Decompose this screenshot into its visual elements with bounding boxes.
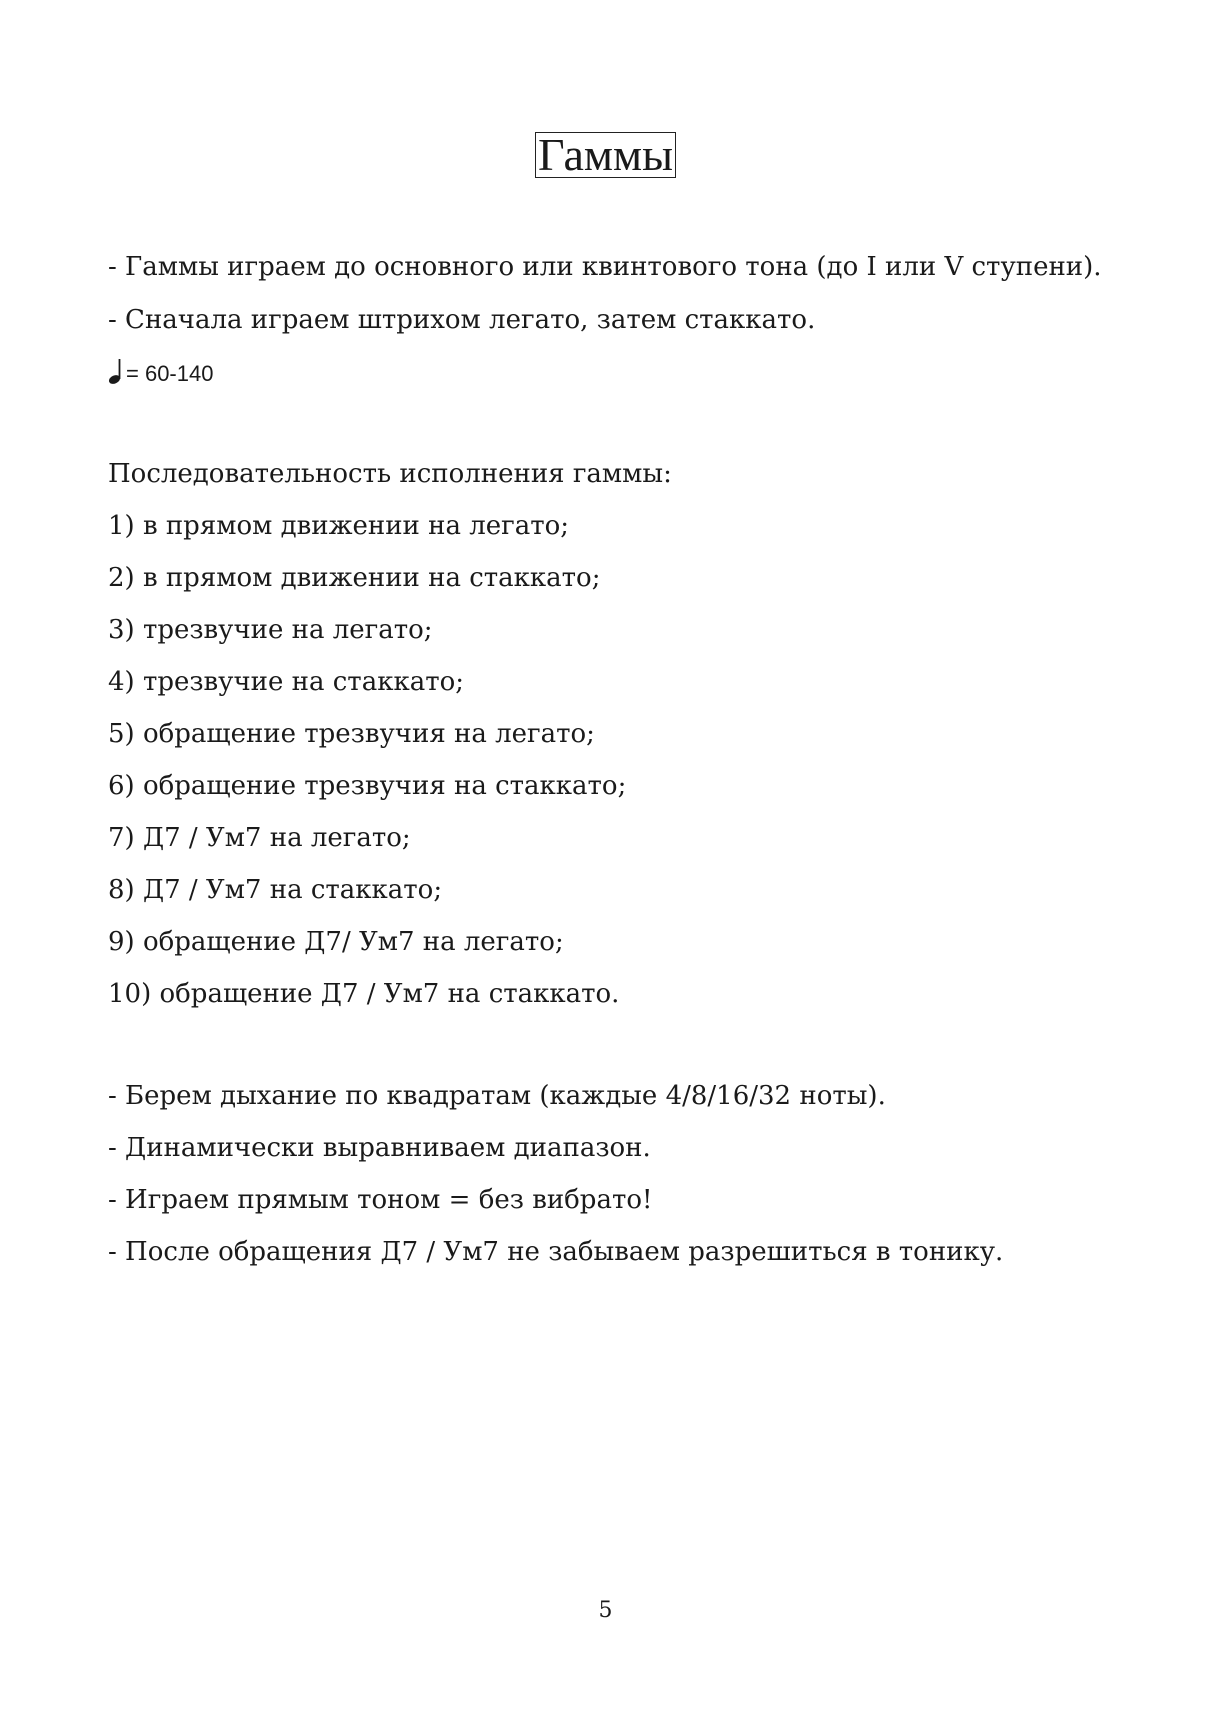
quarter-note-icon (108, 357, 122, 385)
note-line: - Берем дыхание по квадратам (каждые 4/8/16/32 ноты). (108, 1081, 886, 1111)
note-line: - Динамически выравниваем диапазон. (108, 1133, 651, 1163)
sequence-item: 6) обращение трезвучия на стаккато; (108, 771, 627, 801)
page-title: Гаммы (535, 132, 676, 178)
sequence-item: 10) обращение Д7 / Ум7 на стаккато. (108, 979, 620, 1009)
tempo-value: = 60-140 (126, 361, 214, 386)
intro-line: - Сначала играем штрихом легато, затем стаккато. (108, 305, 816, 335)
sequence-item: 1) в прямом движении на легато; (108, 511, 570, 541)
tempo-marking (108, 357, 213, 389)
sequence-item: 3) трезвучие на легато; (108, 615, 433, 645)
note-line: - Играем прямым тоном = без вибрато! (108, 1185, 653, 1215)
sequence-heading: Последовательность исполнения гаммы: (108, 459, 672, 489)
sequence-item: 7) Д7 / Ум7 на легато; (108, 823, 411, 853)
sequence-item: 2) в прямом движении на стаккато; (108, 563, 601, 593)
sequence-item: 4) трезвучие на стаккато; (108, 667, 464, 697)
title-container (0, 129, 1211, 180)
sequence-item: 8) Д7 / Ум7 на стаккато; (108, 875, 443, 905)
note-line: - После обращения Д7 / Ум7 не забываем разрешиться в тонику. (108, 1237, 1004, 1267)
page-number: 5 (598, 1598, 613, 1623)
intro-line: - Гаммы играем до основного или квинтового тона (до I или V ступени). (108, 252, 1102, 282)
sequence-item: 5) обращение трезвучия на легато; (108, 719, 595, 749)
sequence-item: 9) обращение Д7/ Ум7 на легато; (108, 927, 564, 957)
